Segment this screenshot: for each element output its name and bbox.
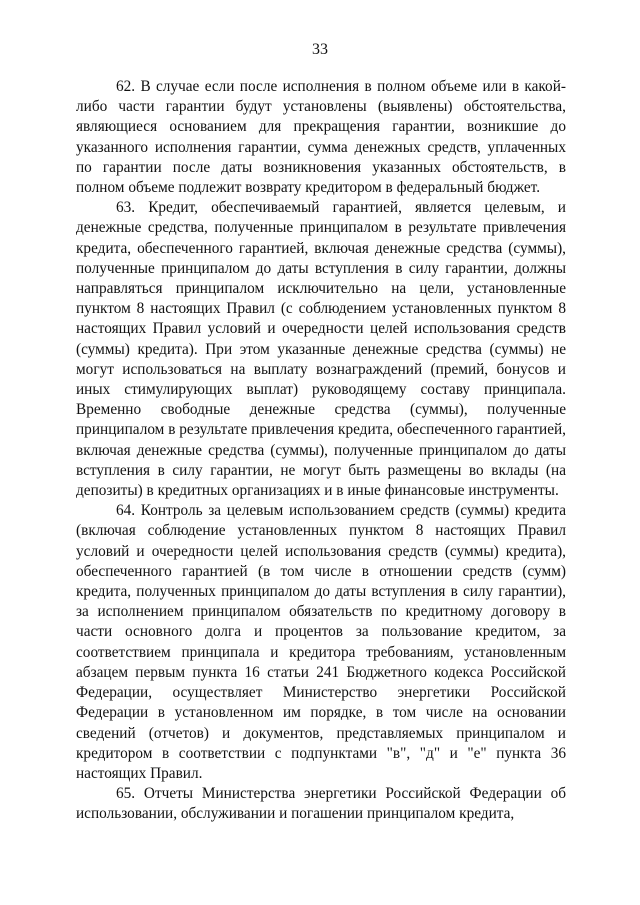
paragraph-62: 62. В случае если после исполнения в полном объеме или в какой-либо части гарантии будут установлены (выявлены) обстоятельства, являющиеся основанием для прекращения гарантии, возникшие до указанного исполнения гарантии, сумма денежных средств, уплаченных по гарантии после даты возникновения указанных обстоятельств, в полном объеме подлежит возврату кредитором в федеральный бюджет. (76, 78, 566, 197)
page-number: 33 (312, 41, 328, 58)
document-body (76, 77, 566, 825)
paragraph-65: 65. Отчеты Министерства энергетики Российской Федерации об использовании, обслуживании и погашении принципалом кредита, (76, 785, 566, 823)
paragraph-63: 63. Кредит, обеспечиваемый гарантией, является целевым, и денежные средства, полученные принципалом в результате привлечения кредита, обеспеченного гарантией, включая денежные средства (суммы), полученные принципалом до даты вступления в силу гарантии, должны направляться принципалом исключительно на цели, установленные пунктом 8 настоящих Правил (с соблюдением установленных пунктом 8 настоящих Правил условий и очередности целей использования средств (суммы) кредита). При этом указанные денежные средства (суммы) не могут использоваться на выплату вознаграждений (премий, бонусов и иных стимулирующих выплат) руководящему составу принципала. Временно свободные денежные средства (суммы), полученные принципалом в результате привлечения кредита, обеспеченного гарантией, включая денежные средства (суммы), полученные принципалом до даты вступления в силу гарантии, не могут быть размещены во вклады (на депозиты) в кредитных организациях и в иные финансовые инструменты. (76, 199, 566, 500)
paragraph-64: 64. Контроль за целевым использованием средств (суммы) кредита (включая соблюдение установленных пунктом 8 настоящих Правил условий и очередности целей использования средств (суммы) кредита), обеспеченного гарантией (в том числе в отношении средств (сумм) кредита, полученных принципалом до даты вступления в силу гарантии), за исполнением принципалом обязательств по кредитному договору в части основного долга и процентов за пользование кредитом, за соответствием принципала и кредитора требованиям, установленным абзацем первым пункта 16 статьи 241 Бюджетного кодекса Российской Федерации, осуществляет Министерство энергетики Российской Федерации в установленном им порядке, в том числе на основании сведений (отчетов) и документов, представляемых принципалом и кредитором в соответствии с подпунктами "в", "д" и "е" пункта 36 настоящих Правил. (76, 502, 566, 782)
